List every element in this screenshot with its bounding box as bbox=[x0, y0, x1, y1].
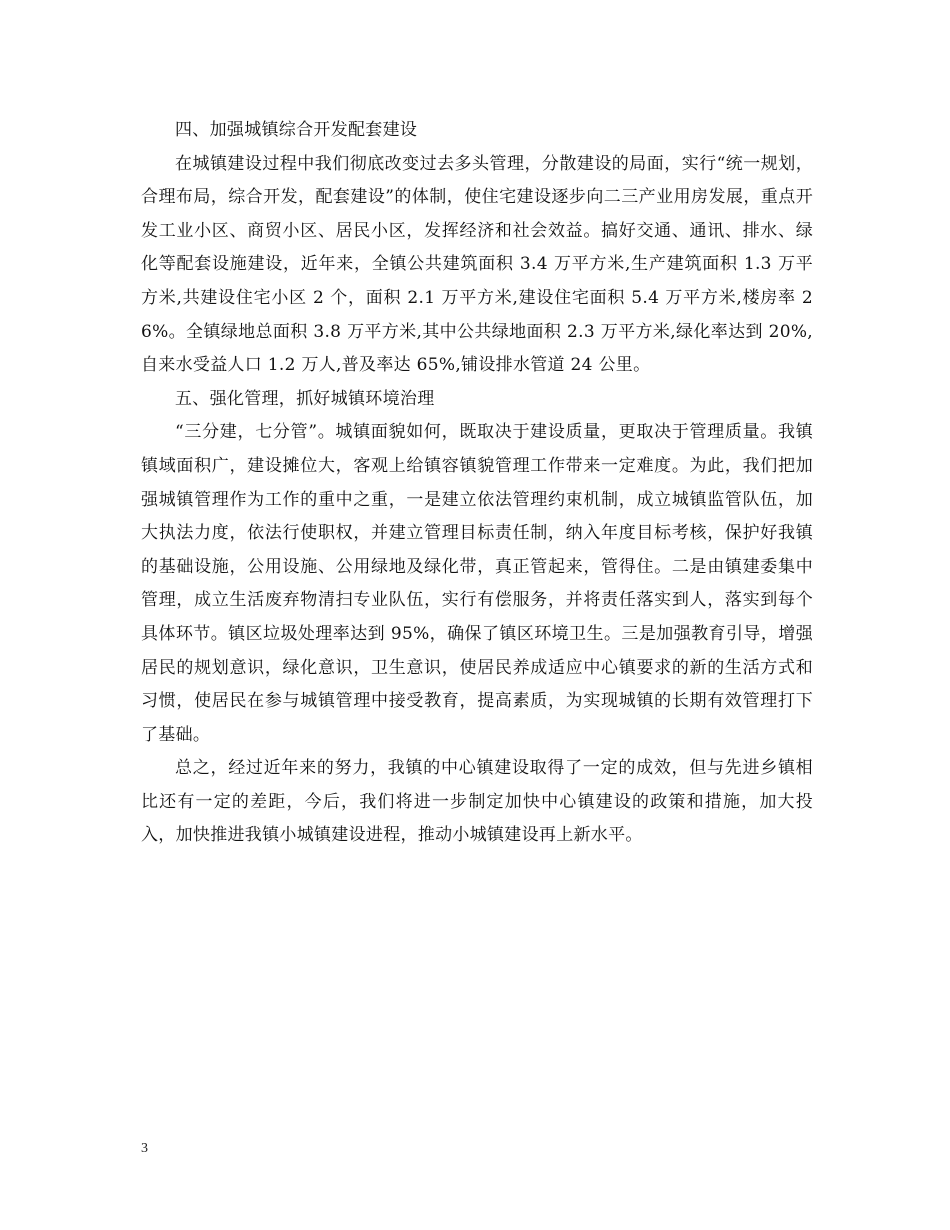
section-4-paragraph: 在城镇建设过程中我们彻底改变过去多头管理，分散建设的局面，实行“统一规划，合理布局，综合开发，配套建设”的体制，使住宅建设逐步向二三产业用房发展，重点开发工业小区、商贸小区、居民小区，发挥经济和社会效益。搞好交通、通讯、排水、绿化等配套设施建设，近年来，全镇公共建筑面积 3.4 万平方米,生产建筑面积 1.3 万平方米,共建设住宅小区 2 个，面积 2.1 万平方米,建设住宅面积 5.4 万平方米,楼房率 26%。全镇绿地总面积 3.8 万平方米,其中公共绿地面积 2.3 万平方米,绿化率达到 20%,自来水受益人口 1.2 万人,普及率达 65%,铺设排水管道 24 公里。 bbox=[141, 153, 813, 376]
page-number: 3 bbox=[141, 1141, 148, 1156]
conclusion-paragraph: 总之，经过近年来的努力，我镇的中心镇建设取得了一定的成效，但与先进乡镇相比还有一定的差距，今后，我们将进一步制定加快中心镇建设的政策和措施，加大投入，加快推进我镇小城镇建设进程，推动小城镇建设再上新水平。 bbox=[141, 758, 813, 846]
section-5-paragraph: “三分建，七分管”。城镇面貌如何，既取决于建设质量，更取决于管理质量。我镇镇域面积广，建设摊位大，客观上给镇容镇貌管理工作带来一定难度。为此，我们把加强城镇管理作为工作的重中之重，一是建立依法管理约束机制，成立城镇监管队伍，加大执法力度，依法行使职权，并建立管理目标责任制，纳入年度目标考核，保护好我镇的基础设施，公用设施、公用绿地及绿化带，真正管起来，管得住。二是由镇建委集中管理，成立生活废弃物清扫专业队伍，实行有偿服务，并将责任落实到人，落实到每个具体环节。镇区垃圾处理率达到 95%，确保了镇区环境卫生。三是加强教育引导，增强居民的规划意识，绿化意识，卫生意识，使居民养成适应中心镇要求的新的生活方式和习惯，使居民在参与城镇管理中接受教育，提高素质，为实现城镇的长期有效管理打下了基础。 bbox=[141, 422, 813, 745]
section-heading-4: 四、加强城镇综合开发配套建设 bbox=[175, 120, 418, 140]
document-body bbox=[141, 114, 813, 853]
section-heading-5: 五、强化管理，抓好城镇环境治理 bbox=[175, 388, 435, 409]
